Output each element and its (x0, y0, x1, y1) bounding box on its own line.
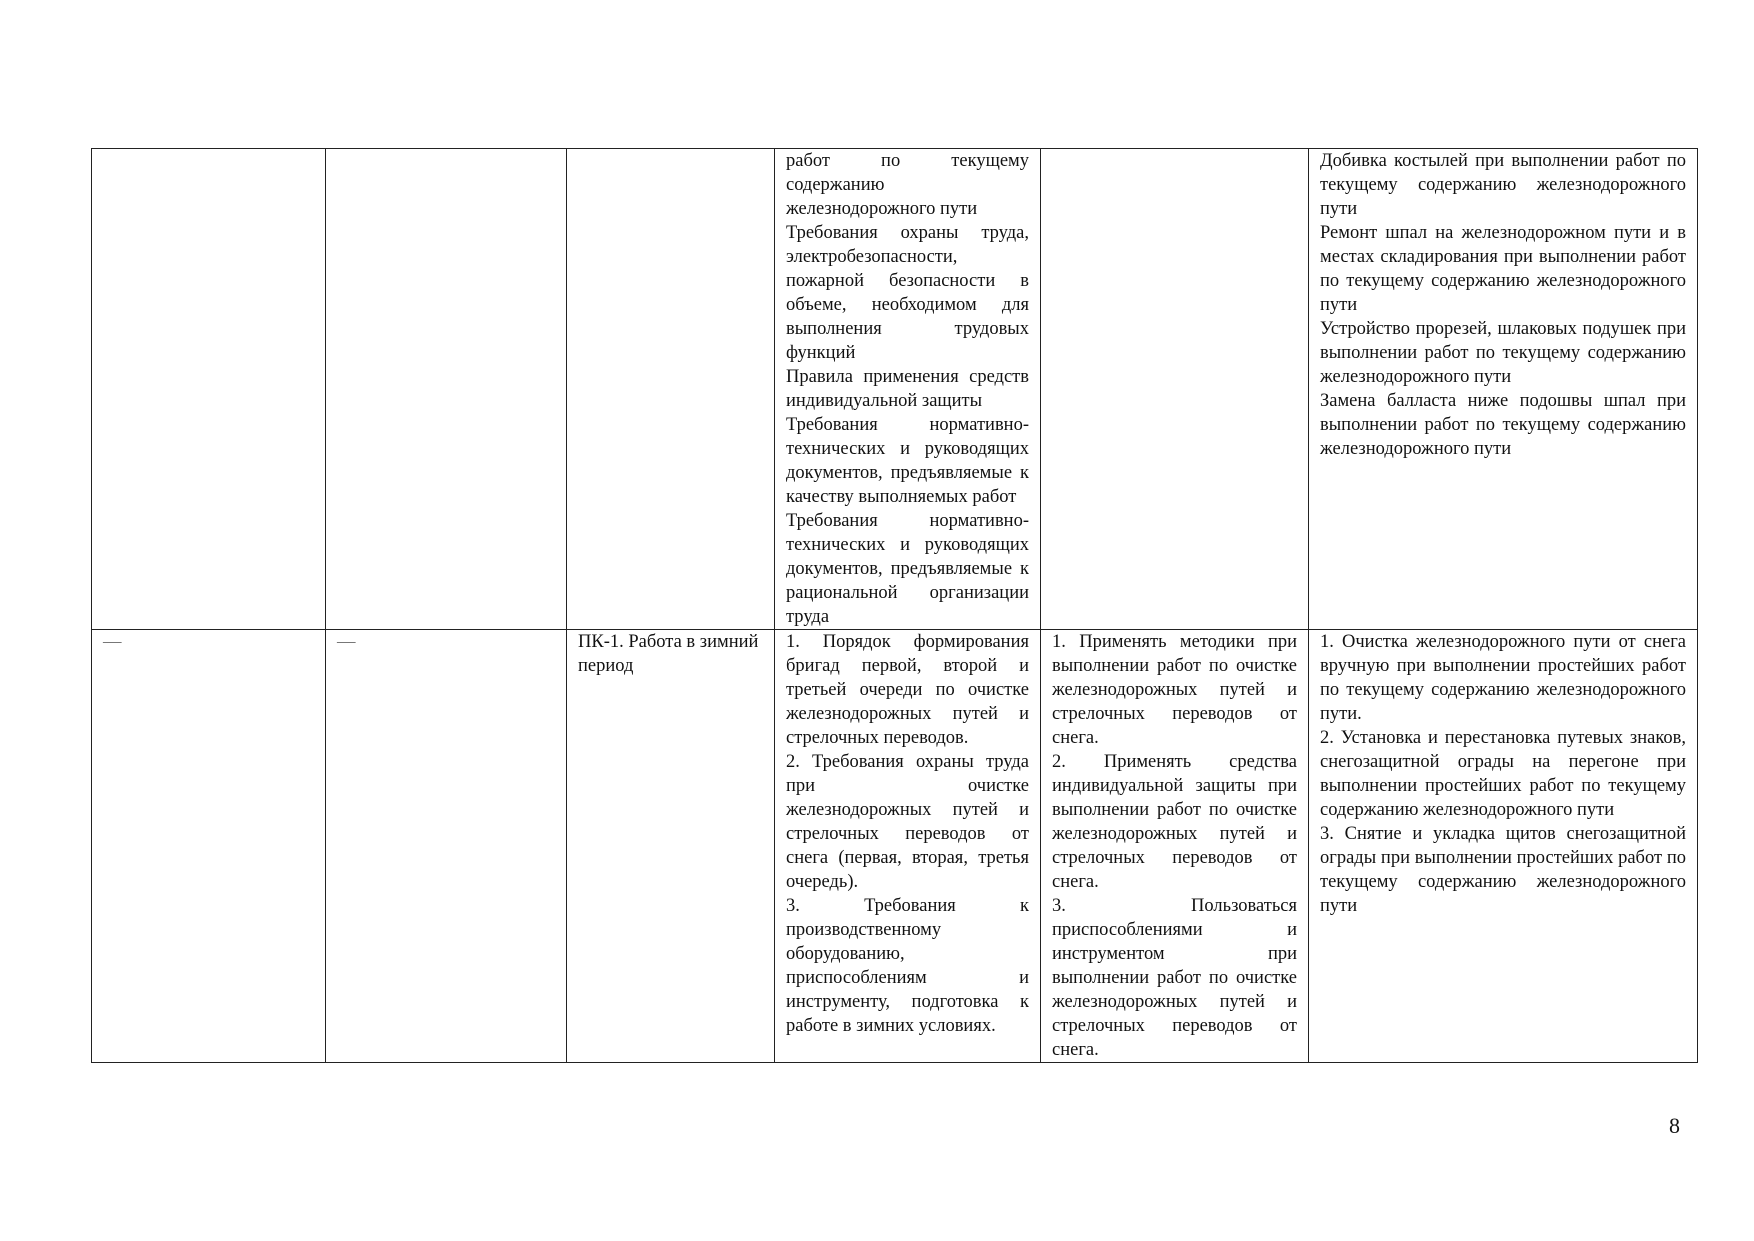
table-cell (567, 630, 775, 1063)
cell-paragraph: 2. Требования охраны труда при очистке железнодорожных путей и стрелочных переводов от снега (первая, вторая, третья очередь). (786, 752, 1029, 892)
cell-paragraph: Требования нормативно-технических и руководящих документов, предъявляемые к качеству выполняемых работ (786, 415, 1029, 507)
table-cell (1309, 630, 1698, 1063)
cell-paragraph: Замена балласта ниже подошвы шпал при выполнении работ по текущему содержанию железнодорожного пути (1320, 391, 1686, 459)
page-number: 8 (1669, 1113, 1680, 1138)
empty-dash: — (103, 632, 122, 652)
table-cell (92, 149, 326, 630)
table-cell (1041, 630, 1309, 1063)
table-cell (1041, 149, 1309, 630)
cell-paragraph: 2. Установка и перестановка путевых знаков, снегозащитной ограды на перегоне при выполнении простейших работ по текущему содержанию железнодорожного пути (1320, 728, 1686, 820)
table-cell (567, 149, 775, 630)
table-cell (775, 149, 1041, 630)
cell-paragraph: работ по текущему содержанию железнодорожного пути (786, 151, 1029, 219)
cell-paragraph: 3. Снятие и укладка щитов снегозащитной ограды при выполнении простейших работ по текущему содержанию железнодорожного пути (1320, 824, 1686, 916)
cell-paragraph: 3. Требования к производственному оборудованию, приспособлениям и инструменту, подготовка к работе в зимних условиях. (786, 896, 1029, 1036)
competency-table (91, 148, 1698, 1063)
cell-paragraph: Требования охраны труда, электробезопасности, пожарной безопасности в объеме, необходимом для выполнения трудовых функций (786, 223, 1029, 363)
cell-paragraph: Требования нормативно-технических и руководящих документов, предъявляемые к рациональной организации труда (786, 511, 1029, 627)
cell-paragraph: 3. Пользоваться приспособлениями и инструментом при выполнении работ по очистке железнодорожных путей и стрелочных переводов от снега. (1052, 896, 1297, 1060)
empty-dash: — (337, 632, 356, 652)
table-cell (92, 630, 326, 1063)
table-cell (775, 630, 1041, 1063)
competency-title: ПК-1. Работа в зимний период (578, 632, 759, 676)
cell-paragraph: Правила применения средств индивидуальной защиты (786, 367, 1029, 411)
table-row (92, 630, 1698, 1063)
cell-paragraph: Ремонт шпал на железнодорожном пути и в местах складирования при выполнении работ по текущему содержанию железнодорожного пути (1320, 223, 1686, 315)
table-cell (326, 630, 567, 1063)
cell-paragraph: 2. Применять средства индивидуальной защиты при выполнении работ по очистке железнодорожных путей и стрелочных переводов от снега. (1052, 752, 1297, 892)
cell-paragraph: 1. Очистка железнодорожного пути от снега вручную при выполнении простейших работ по текущему содержанию железнодорожного пути. (1320, 632, 1686, 724)
table-cell (326, 149, 567, 630)
table-cell (1309, 149, 1698, 630)
cell-paragraph: Устройство прорезей, шлаковых подушек при выполнении работ по текущему содержанию железнодорожного пути (1320, 319, 1686, 387)
cell-paragraph: Добивка костылей при выполнении работ по текущему содержанию железнодорожного пути (1320, 151, 1686, 219)
cell-paragraph: 1. Порядок формирования бригад первой, второй и третьей очереди по очистке железнодорожных путей и стрелочных переводов. (786, 632, 1029, 748)
table-row (92, 149, 1698, 630)
cell-paragraph: 1. Применять методики при выполнении работ по очистке железнодорожных путей и стрелочных переводов от снега. (1052, 632, 1297, 748)
